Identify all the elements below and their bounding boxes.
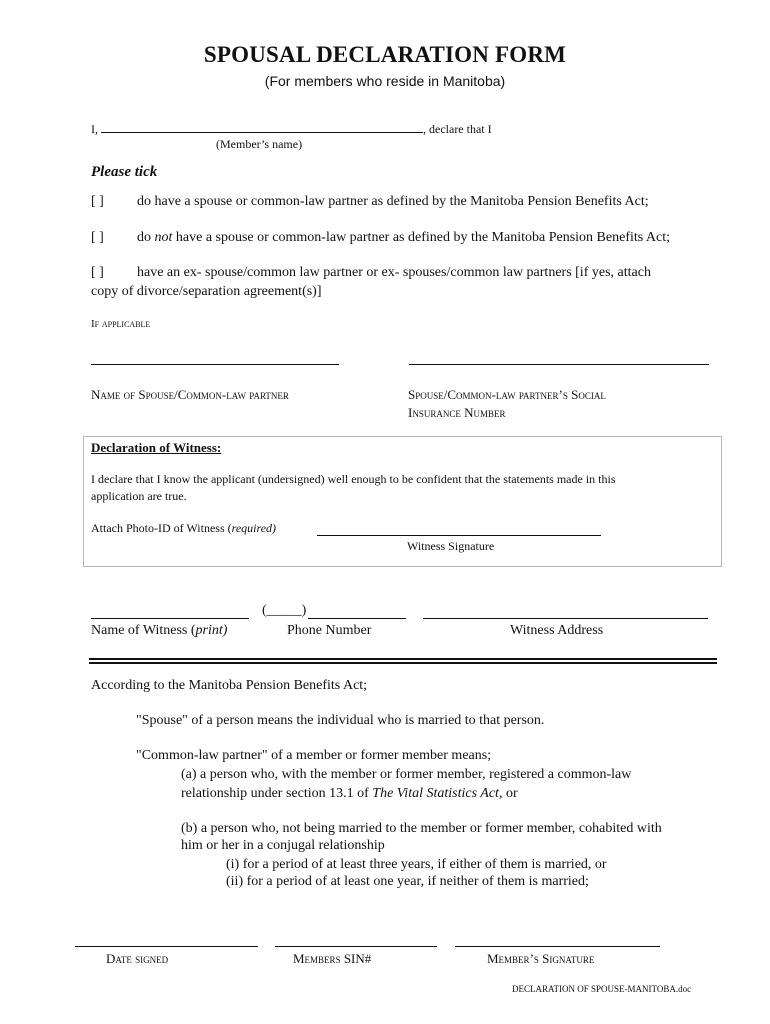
- witness-name-label-pre: Name of Witness (: [91, 623, 196, 638]
- definition-a-line2-pre: relationship under section 13.1 of: [181, 786, 373, 801]
- witness-name-label-em: print): [195, 623, 228, 638]
- phone-number-label: Phone Number: [287, 623, 372, 638]
- declaration-prefix: I,: [91, 122, 98, 136]
- member-name-field[interactable]: [101, 132, 423, 133]
- form-subtitle: (For members who reside in Manitoba): [264, 73, 506, 89]
- tick-option-have-spouse[interactable]: [91, 194, 649, 210]
- member-sin-label: Members SIN#: [293, 951, 372, 966]
- date-signed-label: Date signed: [106, 951, 169, 966]
- spouse-name-label: Name of Spouse/Common-law partner: [91, 387, 289, 402]
- option-ex-spouse-text-2: copy of divorce/separation agreement(s)]: [91, 284, 322, 299]
- spouse-name-field[interactable]: [91, 364, 339, 365]
- option-no-spouse-text-pre: do: [137, 230, 155, 245]
- definition-b-line2: him or her in a conjugal relationship: [181, 838, 385, 853]
- spouse-sin-label-1: Spouse/Common-law partner’s Social: [408, 387, 606, 402]
- section-divider-top: [89, 658, 717, 660]
- definition-b-ii: (ii) for a period of at least one year, if neither of them is married;: [226, 874, 589, 889]
- definition-a-line2-post: , or: [498, 786, 518, 801]
- witness-declaration-text-2: application are true.: [91, 489, 187, 503]
- common-law-definition: "Common-law partner" of a member or former member means;: [136, 748, 492, 763]
- witness-address-field[interactable]: [423, 618, 708, 619]
- if-applicable-label: If applicable: [91, 318, 151, 330]
- witness-declaration-heading: Declaration of Witness:: [91, 440, 222, 455]
- option-have-spouse-text: do have a spouse or common-law partner as defined by the Manitoba Pension Benefits Act;: [137, 194, 649, 209]
- member-name-caption: (Member’s name): [216, 137, 303, 151]
- act-intro: According to the Manitoba Pension Benefits Act;: [91, 678, 368, 693]
- member-signature-field[interactable]: [455, 946, 660, 947]
- declaration-suffix: , declare that I: [423, 122, 492, 136]
- checkbox-ex-spouse[interactable]: [ ]: [91, 265, 104, 280]
- tick-option-ex-spouse[interactable]: [91, 265, 651, 281]
- option-ex-spouse-text-1: have an ex- spouse/common law partner or ex- spouses/common law partners [if yes, attach: [137, 265, 651, 280]
- form-title: SPOUSAL DECLARATION FORM: [203, 42, 567, 67]
- spouse-sin-label-2: Insurance Number: [408, 405, 506, 420]
- witness-phone-field[interactable]: [308, 618, 406, 619]
- spouse-sin-field[interactable]: [409, 364, 709, 365]
- witness-name-field[interactable]: [91, 618, 249, 619]
- option-no-spouse-text-em: not: [154, 230, 173, 245]
- witness-address-label: Witness Address: [510, 623, 604, 638]
- definition-a-act-name: The Vital Statistics Act: [372, 786, 499, 801]
- checkbox-have-spouse[interactable]: [ ]: [91, 194, 104, 209]
- photo-id-label-pre: Attach Photo-ID of Witness (: [91, 521, 232, 535]
- member-sin-field[interactable]: [275, 946, 437, 947]
- section-divider-bottom: [89, 662, 717, 664]
- phone-area-code: (_____): [262, 603, 307, 618]
- option-no-spouse-text-post: have a spouse or common-law partner as defined by the Manitoba Pension Benefits Act;: [172, 230, 671, 245]
- definition-a-line1: (a) a person who, with the member or former member, registered a common-law: [181, 767, 632, 782]
- photo-id-label: [91, 521, 276, 536]
- please-tick-heading: Please tick: [91, 164, 158, 180]
- tick-option-no-spouse[interactable]: [91, 230, 670, 246]
- witness-name-label: [91, 623, 227, 639]
- witness-signature-caption: Witness Signature: [407, 539, 495, 553]
- witness-declaration-text-1: I declare that I know the applicant (undersigned) well enough to be confident that the statements made in this: [91, 472, 616, 486]
- declaration-line: [91, 122, 492, 137]
- witness-signature-field[interactable]: [317, 535, 601, 536]
- definition-b-i: (i) for a period of at least three years, if either of them is married, or: [226, 857, 607, 872]
- member-signature-label: Member’s Signature: [487, 951, 595, 966]
- checkbox-no-spouse[interactable]: [ ]: [91, 230, 104, 245]
- definition-a-line2: [181, 786, 518, 802]
- photo-id-label-em: required): [231, 521, 277, 535]
- date-signed-field[interactable]: [75, 946, 258, 947]
- document-filename: DECLARATION OF SPOUSE-MANITOBA.doc: [512, 984, 692, 994]
- definition-b-line1: (b) a person who, not being married to the member or former member, cohabited with: [181, 821, 662, 836]
- spouse-definition: "Spouse" of a person means the individual who is married to that person.: [136, 713, 545, 728]
